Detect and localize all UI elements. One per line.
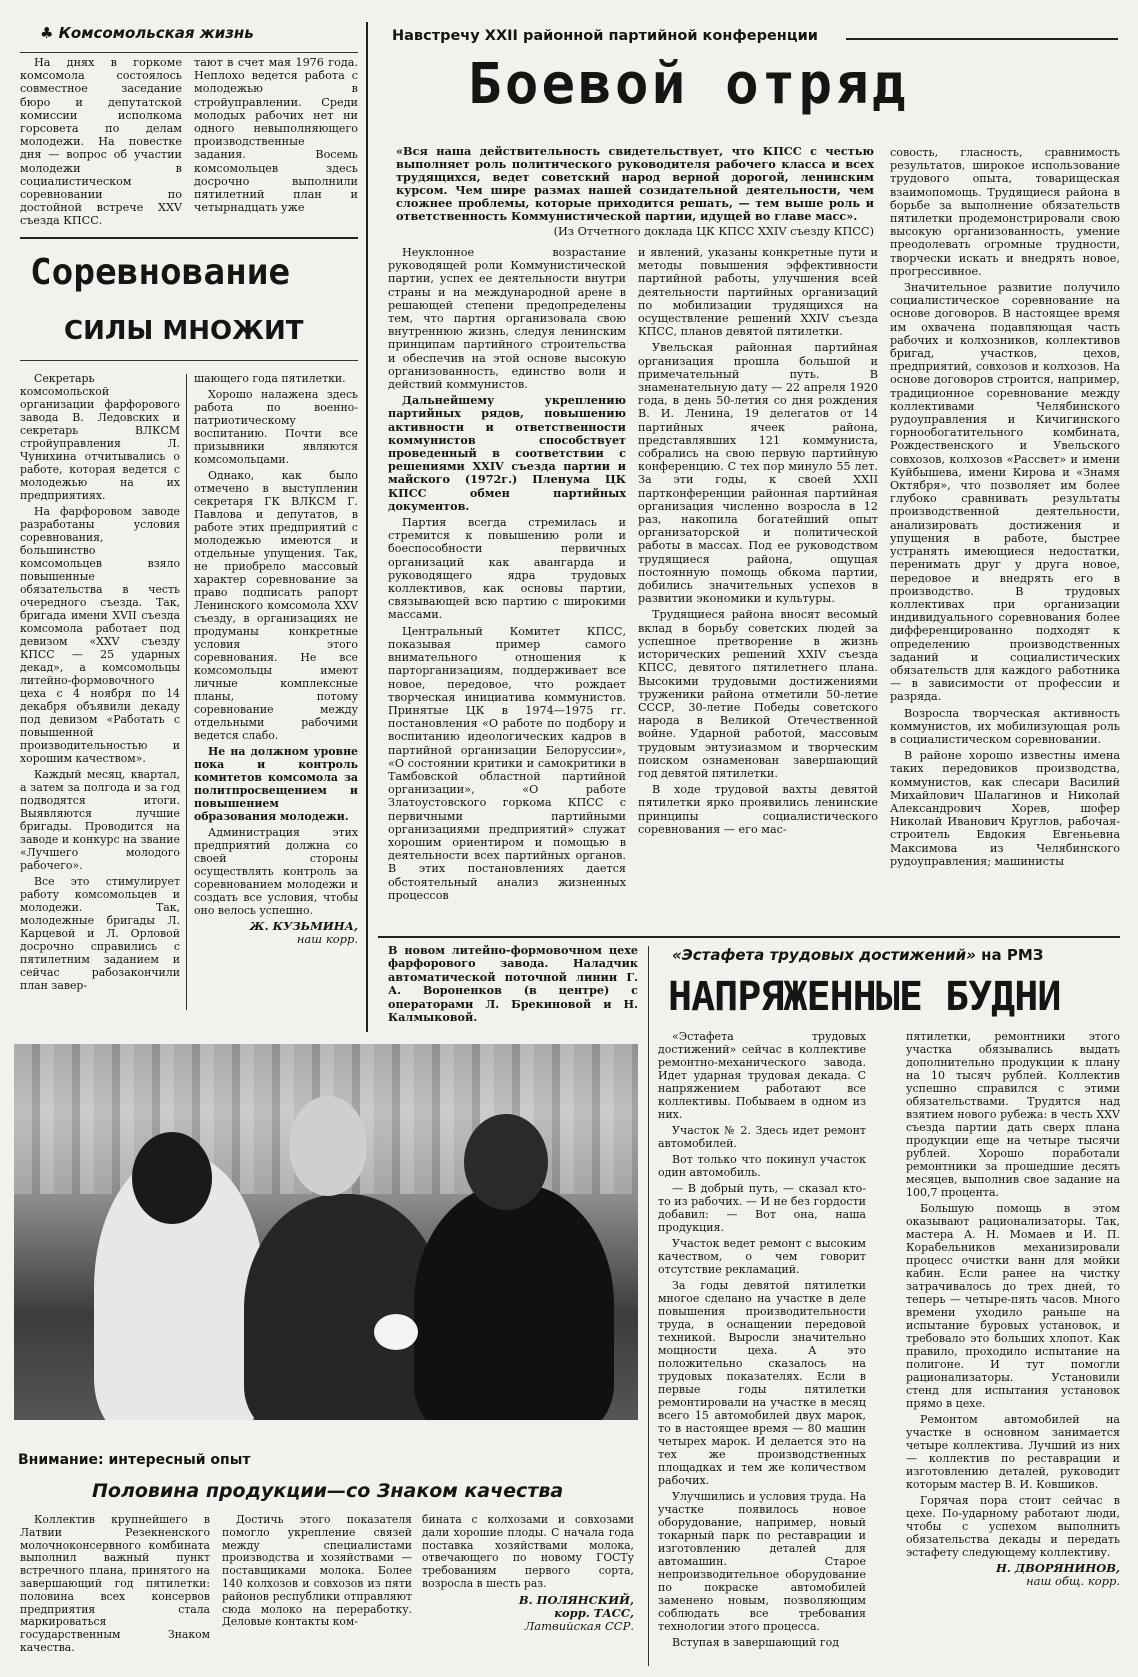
rmz-col1-p5: Участок ведет ремонт с высоким качеством, о чем говорит отсутствие рекламаций. xyxy=(658,1237,866,1276)
boevoy-bottom-rule xyxy=(378,936,1120,938)
boevoy-col3-p3: Возросла творческая активность коммунистов, их мобилизующая роль в социалистическом соревновании. xyxy=(890,706,1120,746)
rmz-col2 xyxy=(906,1030,1120,1588)
sorevnovanie-headline-2: СИЛЫ МНОЖИТ xyxy=(64,316,304,346)
vnimanie-col1 xyxy=(20,1514,210,1658)
komsomol-col1-text: На днях в горкоме комсомола состоялось совместное заседание бюро и депутатской комиссии исполкома горсовета по делам молодежи. На повестке дня — вопрос об участии молодежи в социалистическом соревновании по достойной встрече XXV съезда КПСС. xyxy=(20,56,182,228)
boevoy-col1-p4: Центральный Комитет КПСС, показывая пример самого внимательного отношения к парторганизациям, поддерживает все новое, передовое, что рождает творческая инициатива коммунистов. Принятые ЦК в 1974—1975 гг. постановления «О работе по подбору и воспитанию идеологических кадров в партийной организации Белоруссии», «О состоянии критики и самокритики в Тамбовской областной партийной организации», «О работе Златоустовского горкома КПСС с первичными партийными организациями предприятий» служат хорошим ориентиром и помощью в деятельности всех партийных органов. В этих постановлениях дается обстоятельный анализ жизненных процессов xyxy=(388,624,626,902)
vnimanie-col2 xyxy=(222,1514,412,1632)
vnimanie-kicker: Внимание: интересный опыт xyxy=(18,1452,251,1468)
boevoy-col2 xyxy=(638,246,878,839)
sorevnovanie-col2-p1: шающего года пятилетки. xyxy=(194,372,346,385)
boevoy-quote xyxy=(396,145,874,238)
photo-porcelain-item xyxy=(374,1314,418,1350)
rmz-signature-name: Н. ДВОРЯНИНОВ, xyxy=(996,1561,1120,1575)
vnimanie-col2-text: Достичь этого показателя помогло укрепление связей между специалистами производства и хозяйствами — поставщиками молока. Более 140 колхозов и совхозов из пяти районов республики отправляют сюда молоко на переработку. Деловые контакты ком- xyxy=(222,1513,412,1629)
sorevnovanie-head-rule xyxy=(20,360,358,361)
boevoy-col3-p4: В районе хорошо известны имена таких передовиков производства, коммунистов, как слесари Василий Михайлович Шалагинов и Николай Александрович Хорев, шофер Николай Иванович Круглов, рабочая-строитель Евдокия Евгеньевна Максимова из Челябинского рудоуправления; машинисты xyxy=(890,749,1120,868)
photo-person-right-head xyxy=(464,1114,548,1210)
rmz-col2-p1: пятилетки, ремонтники этого участка обязывались выдать дополнительно продукции к плану на 10 тысяч рублей. Коллектив успешно справился с этими обязательствами. Трудятся над взятием нового рубежа: в честь XXV съезда партии дать сверх плана продукции еще на четыре тысячи рублей. Хорошо поработали ремонтники за прошедшие десять месяцев, выполнив свое задание на 100,7 процента. xyxy=(906,1030,1120,1199)
boevoy-kicker-rule xyxy=(846,38,1118,40)
boevoy-quote-text: «Вся наша действительность свидетельствует, что КПСС с честью выполняет роль политического руководителя рабочего класса и всех трудящихся, ведет советский народ верной дорогой, ленинским курсом. Чем шире размах нашей созидательной деятельности, чем сложнее проблемы, которые приходится решать, — тем выше роль и ответственность Коммунистической партии, идущей во главе масс». xyxy=(396,144,874,223)
rmz-col2-p3: Ремонтом автомобилей на участке в основном занимается четыре коллектива. Лучший из них — коллектив по реставрации и изготовлению деталей, руководит которым мастер В. И. Ковшиков. xyxy=(906,1413,1120,1491)
photo-person-center-head xyxy=(289,1096,367,1196)
rmz-col2-p2: Большую помощь в этом оказывают рационализаторы. Так, мастера А. Н. Момаев и И. П. Корабельников механизировали процесс очистки ванн для мойки кабин. Если ранее на чистку затрачивалось до трех дней, то теперь — четыре-пять часов. Много времени уходило раньше на испытание буровых установок, и требовало это больших хлопот. Как правило, проходило испытание на полигоне. И тут помогли рационализаторы. Установили стенд для испытания установок прямо в цехе. xyxy=(906,1202,1120,1410)
sorevnovanie-col2-p2: Хорошо налажена здесь работа по военно-патриотическому воспитанию. Почти все призывники являются комсомольцами. xyxy=(194,388,358,466)
boevoy-col3-p1: совость, гласность, сравнимость результатов, широкое использование трудового опыта, товарищеская взаимопомощь. Трудящиеся района в борьбе за выполнение обязательств пятилетки продемонстрировали свою высокую организованность, умение преодолевать огромные трудности, творчески искать и внедрять новое, прогрессивное. xyxy=(890,146,1120,278)
vnimanie-signature-place: Латвийская ССР. xyxy=(524,1618,634,1633)
rmz-col1-p6: За годы девятой пятилетки многое сделано на участке в деле повышения производительности труда, в оснащении передовой техникой. Выросли значительно мощности цеха. А это положительно сказалось на трудовых показателях. Если в первые годы пятилетки ремонтировали на участке в месяц всего 15 автомобилей двух марок, то в настоящее время — 80 машин четырех марок. И делается это на тех же производственных площадках и тем же количеством рабочих. xyxy=(658,1279,866,1487)
sorevnovanie-signature-role: наш корр. xyxy=(296,932,358,946)
sorevnovanie-headline-1: Соревнование xyxy=(30,252,291,293)
rmz-kicker-tail: на РМЗ xyxy=(975,946,1044,964)
boevoy-col1-p3: Партия всегда стремилась и стремится к повышению роли и боеспособности первичных организаций как авангарда и руководящего ядра трудовых коллективов, как основы партии, связывающей всю партию с широкими массами. xyxy=(388,516,626,622)
boevoy-col1 xyxy=(388,246,626,905)
rmz-signature-role: наш общ. корр. xyxy=(1026,1574,1120,1588)
rmz-col1-p2: Участок № 2. Здесь идет ремонт автомобилей. xyxy=(658,1124,866,1150)
vnimanie-signature-role: корр. ТАСС, xyxy=(554,1605,634,1620)
komsomol-kicker-rule xyxy=(20,52,358,53)
rmz-headline: НАПРЯЖЕННЫЕ БУДНИ xyxy=(668,974,1061,1020)
boevoy-kicker: Навстречу XXII районной партийной конференции xyxy=(392,28,818,44)
rmz-col1-p7: Улучшились и условия труда. На участке появилось новое оборудование, например, новый токарный парк по реставрации и изготовлению деталей для автомашин. Старое непроизводительное оборудование по покраске автомобилей заменено новым, позволяющим соблюдать все требования технологии этого процесса. xyxy=(658,1490,866,1633)
rmz-col2-p4: Горячая пора стоит сейчас в цехе. По-ударному работают люди, чтобы с успехом выполнить обязательства декады и передать эстафету следующему коллективу. xyxy=(906,1494,1120,1559)
komsomol-col2 xyxy=(194,56,358,217)
factory-photo xyxy=(14,1044,638,1420)
rmz-col1 xyxy=(658,1030,866,1652)
caption-divider xyxy=(648,946,649,1666)
rmz-kicker-main: «Эстафета трудовых достижений» xyxy=(672,946,976,964)
boevoy-col1-p1: Неуклонное возрастание руководящей роли Коммунистической партии, успех ее деятельности внутри страны и на международной арене в решающей степени предопределены тем, что партия организовала свою внутреннюю жизнь, следуя ленинским принципам партийного строительства и обеспечив на этой основе высокую организованность, единство воли и действий коммунистов. xyxy=(388,246,626,392)
sorevnovanie-col-divider xyxy=(186,374,187,1010)
sorevnovanie-col1-p3: Каждый месяц, квартал, а затем за полгода и за год подводятся итоги. Выявляются лучшие бригады. Проводится на заводе и конкурс на звание «Лучшего молодого рабочего». xyxy=(20,768,180,872)
vnimanie-col3 xyxy=(422,1514,634,1633)
boevoy-quote-source: (Из Отчетного доклада ЦК КПСС XXIV съезду КПСС) xyxy=(553,225,874,238)
komsomol-col2-text: тают в счет мая 1976 года. Неплохо ведется работа с молодежью в стройуправлении. Среди молодых рабочих нет ни одного невыполняющего производственные задания. Восемь комсомольцев здесь досрочно выполнили пятилетний план и четырнадцать уже xyxy=(194,56,358,215)
rmz-col1-p1: «Эстафета трудовых достижений» сейчас в коллективе ремонтно-механического завода. Идет ударная трудовая декада. С напряжением работают все коллективы. Побываем в одном из них. xyxy=(658,1030,866,1121)
boevoy-col2-p3: Трудящиеся района вносят весомый вклад в борьбу советских людей за успешное претворение в жизнь исторических решений XXIV съезда КПСС, девятого пятилетнего плана. Высокими трудовыми достижениями труженики района отметили 50-летие СССР, 30-летие Победы советского народа в Великой Отечественной войне. Ударной работой, массовым трудовым энтузиазмом и творческим поиском ознаменован завершающий год девятой пятилетки. xyxy=(638,608,878,780)
rmz-col1-p3: Вот только что покинул участок один автомобиль. xyxy=(658,1153,866,1179)
boevoy-col3-p2: Значительное развитие получило социалистическое соревнование на основе договоров. В настоящее время им охвачена подавляющая часть рабочих и колхозников, коллективов бригад, участков, цехов, предприятий, совхозов и колхозов. На основе договоров строится, например, традиционное соревнование между коллективами Челябинского рудоуправления и Кичигинского горнообогатительного комбината, Рождественского и Увельского совхозов, колхозов «Рассвет» и имени Куйбышева, имени Кирова и «Знамя Октября», что позволяет им более глубоко сравнивать результаты производственной деятельности, анализировать достижения и упущения в работе, быстрее устранять имеющиеся недостатки, перенимать друг у друга новое, передовое и внедрять его в производство. В трудовых коллективах при организации индивидуального соревнования более дифференцированно подходят к определению производственных заданий и социалистических обязательств для каждого работника — в зависимости от профессии и разряда. xyxy=(890,281,1120,704)
rmz-kicker xyxy=(672,946,1043,964)
komsomol-bottom-rule xyxy=(20,237,358,239)
vnimanie-signature-name: В. ПОЛЯНСКИЙ, xyxy=(518,1592,634,1607)
vnimanie-headline: Половина продукции—со Знаком качества xyxy=(92,1480,564,1502)
boevoy-col2-p1: и явлений, указаны конкретные пути и методы повышения эффективности партийной работы, улучшения всей деятельности партийных организаций по мобилизации трудящихся на осуществление решений XXIV съезда КПСС, планов девятой пятилетки. xyxy=(638,246,878,339)
sorevnovanie-col2-p4: Не на должном уровне пока и контроль комитетов комсомола за политпросвещением и повышением образования молодежи. xyxy=(194,745,358,823)
left-block-divider xyxy=(366,22,368,1032)
photo-person-right xyxy=(414,1184,614,1420)
boevoy-col3 xyxy=(890,146,1120,871)
sorevnovanie-col2-p3: Однако, как было отмечено в выступлении секретаря ГК ВЛКСМ Г. Павлова и депутатов, в работе этих предприятий с молодежью имеются и отдельные упущения. Так, не приобрело массовый характер соревнование за право подписать рапорт Ленинского комсомола XXV съезду, в организациях не продуманы конкретные условия этого соревнования. Не все комсомольцы имеют личные комплексные планы, потому соревнование между отдельными рабочими ведется слабо. xyxy=(194,469,358,742)
boevoy-col1-p2: Дальнейшему укреплению партийных рядов, повышению активности и ответственности коммунистов способствует проведенный в соответствии с решениями XXIV съезда партии и майского (1972г.) Пленума ЦК КПСС обмен партийных документов. xyxy=(388,393,626,513)
sorevnovanie-signature-name: Ж. КУЗЬМИНА, xyxy=(249,919,358,933)
sorevnovanie-col1-p2: На фарфоровом заводе разработаны условия соревнования, большинство комсомольцев взяло повышенные обязательства в честь очередного съезда. Так, бригада имени XVII съезда комсомола работает под девизом «XXV съезду КПСС — 25 ударных декад», а комсомольцы литейно-формовочного цеха с 4 ноября по 14 декабря объявили декаду под девизом «Работать с повышенной производительностью и хорошим качеством». xyxy=(20,505,180,765)
boevoy-col2-p4: В ходе трудовой вахты девятой пятилетки ярко проявились ленинские принципы социалистического соревнования — его мас- xyxy=(638,783,878,836)
sorevnovanie-col1-p1: Секретарь комсомольской организации фарфорового завода В. Ледовских и секретарь ВЛКСМ стройуправления Л. Чунихина отчитывались о работе, которая ведется с молодежью на их предприятиях. xyxy=(20,372,180,502)
sorevnovanie-col2-p5: Администрация этих предприятий должна со своей стороны осуществлять контроль за соревнованием молодежи и создать все условия, чтобы оно велось успешно. xyxy=(194,826,358,917)
photo-person-left-head xyxy=(132,1132,212,1224)
vnimanie-col1-text: Коллектив крупнейшего в Латвии Резекненского молочноконсервного комбината выполнил важный пункт встречного плана, принятого на завершающий год пятилетки: половина всех консервов предприятия стала маркироваться государственным Знаком качества. xyxy=(20,1513,210,1654)
photo-caption: В новом литейно-формовочном цехе фарфорового завода. Наладчик автоматической поточной линии Г. А. Вороненков (в центре) с операторами Л. Брекиновой и Н. Калмыковой. xyxy=(388,943,638,1025)
boevoy-headline: Боевой отряд xyxy=(468,52,909,117)
komsomol-kicker: ♣ Комсомольская жизнь xyxy=(40,24,254,42)
boevoy-col2-p2: Увельская районная партийная организация прошла большой и примечательный путь. В знаменательную дату — 22 апреля 1920 года, в день 50-летия со дня рождения В. И. Ленина, 19 делегатов от 14 партийных ячеек района, представлявших 121 коммуниста, собрались на свою первую партийную конференцию. С тех пор минуло 55 лет. За эти годы, к своей XXII партконференции районная партийная организация численно возросла в 12 раз, накопила богатейший опыт организаторской и политической работы в массах. Под ее руководством трудящиеся района, ощущая постоянную помощь обкома партии, добились значительных успехов в развитии экономики и культуры. xyxy=(638,341,878,606)
sorevnovanie-col1 xyxy=(20,372,180,995)
sorevnovanie-col1-p4: Все это стимулирует работу комсомольцев и молодежи. Так, молодежные бригады Л. Карцевой и Л. Орловой досрочно справились с пятилетним заданием и сейчас рабозакончили план завер- xyxy=(20,875,180,992)
komsomol-col1 xyxy=(20,56,182,231)
rmz-col1-p8: Вступая в завершающий год xyxy=(672,1636,840,1649)
sorevnovanie-col2 xyxy=(194,372,358,946)
rmz-col1-p4: — В добрый путь, — сказал кто-то из рабочих. — И не без гордости добавил: — Вот она, наша продукция. xyxy=(658,1182,866,1234)
vnimanie-col3-text: бината с колхозами и совхозами дали хорошие плоды. С начала года поставка хозяйствами молока, отвечающего по новому ГОСТу требованиям первого сорта, возросла в шесть раз. xyxy=(422,1513,634,1590)
